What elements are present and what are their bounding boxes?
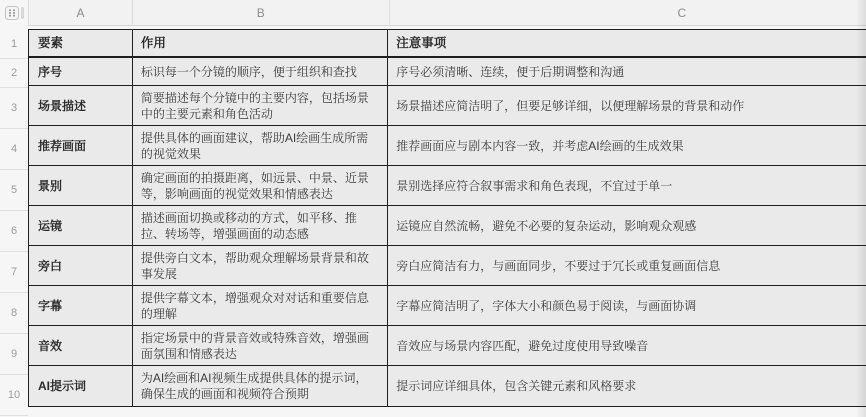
cell-a8[interactable]: 字幕 (29, 286, 133, 325)
cell-b5[interactable]: 确定画面的拍摄距离，如远景、中景、近景等，影响画面的视觉效果和情感表达 (133, 166, 388, 205)
cell-a5[interactable]: 景别 (29, 166, 133, 205)
row-number[interactable]: 9 (0, 334, 28, 375)
cell-a2[interactable]: 序号 (29, 58, 133, 85)
table-row (29, 126, 866, 166)
cell-b6[interactable]: 描述画面切换或移动的方式，如平移、推拉、转场等，增强画面的动态感 (133, 206, 388, 245)
row-number[interactable]: 2 (0, 59, 28, 88)
cell-a7[interactable]: 旁白 (29, 246, 133, 285)
cell-c9[interactable]: 音效应与场景内容匹配，避免过度使用导致噪音 (388, 326, 866, 365)
row-number[interactable]: 3 (0, 88, 28, 129)
cell-c8[interactable]: 字幕应简洁明了，字体大小和颜色易于阅读，与画面协调 (388, 286, 866, 325)
table-row (29, 166, 866, 206)
cell-b4[interactable]: 提供具体的画面建议，帮助AI绘画生成所需的视觉效果 (133, 126, 388, 165)
table-row (29, 206, 866, 246)
cell-b1[interactable]: 作用 (133, 30, 388, 56)
row-number[interactable]: 8 (0, 293, 28, 334)
table-row (29, 86, 866, 126)
cell-c5[interactable]: 景别选择应符合叙事需求和角色表现，不宜过于单一 (388, 166, 866, 205)
cell-b3[interactable]: 简要描述每个分镜中的主要内容，包括场景中的主要元素和角色活动 (133, 86, 388, 125)
table-row (29, 58, 866, 86)
row-number[interactable]: 6 (0, 211, 28, 252)
row-number-gutter (0, 29, 28, 416)
row-number[interactable]: 5 (0, 170, 28, 211)
column-header-row (28, 0, 866, 26)
cell-a3[interactable]: 场景描述 (29, 86, 133, 125)
cell-c4[interactable]: 推荐画面应与剧本内容一致，并考虑AI绘画的生成效果 (388, 126, 866, 165)
cell-b10[interactable]: 为AI绘画和AI视频生成提供具体的提示词，确保生成的画面和视频符合预期 (133, 366, 388, 406)
drag-handle-icon[interactable] (5, 6, 19, 20)
cell-c6[interactable]: 运镜应自然流畅，避免不必要的复杂运动，影响观众观感 (388, 206, 866, 245)
cell-b2[interactable]: 标识每一个分镜的顺序，便于组织和查找 (133, 58, 388, 85)
cell-a6[interactable]: 运镜 (29, 206, 133, 245)
cell-c10[interactable]: 提示词应详细具体，包含关键元素和风格要求 (388, 366, 866, 406)
handle-bar (21, 7, 24, 19)
cell-a10[interactable]: AI提示词 (29, 366, 133, 406)
row-number[interactable]: 4 (0, 129, 28, 170)
column-header-a[interactable]: A (29, 0, 133, 25)
table-row (29, 326, 866, 366)
cell-c1[interactable]: 注意事项 (388, 30, 866, 56)
table (28, 29, 866, 407)
table-header-row (29, 30, 866, 58)
cell-c2[interactable]: 序号必须清晰、连续，便于后期调整和沟通 (388, 58, 866, 85)
row-number[interactable]: 10 (0, 375, 28, 416)
cell-c3[interactable]: 场景描述应简洁明了，但要足够详细，以便理解场景的背景和动作 (388, 86, 866, 125)
cell-b9[interactable]: 指定场景中的背景音效或特殊音效，增强画面氛围和情感表达 (133, 326, 388, 365)
cell-a4[interactable]: 推荐画面 (29, 126, 133, 165)
cell-b7[interactable]: 提供旁白文本，帮助观众理解场景背景和故事发展 (133, 246, 388, 285)
cell-b8[interactable]: 提供字幕文本，增强观众对对话和重要信息的理解 (133, 286, 388, 325)
column-header-b[interactable]: B (133, 0, 390, 25)
row-number[interactable]: 1 (0, 29, 28, 59)
table-row (29, 246, 866, 286)
cell-a1[interactable]: 要素 (29, 30, 133, 56)
cell-c7[interactable]: 旁白应简洁有力，与画面同步，不要过于冗长或重复画面信息 (388, 246, 866, 285)
column-header-c[interactable]: C (390, 0, 866, 25)
corner-cell (0, 0, 28, 26)
cell-a9[interactable]: 音效 (29, 326, 133, 365)
table-row (29, 366, 866, 406)
table-row (29, 286, 866, 326)
row-number[interactable]: 7 (0, 252, 28, 293)
